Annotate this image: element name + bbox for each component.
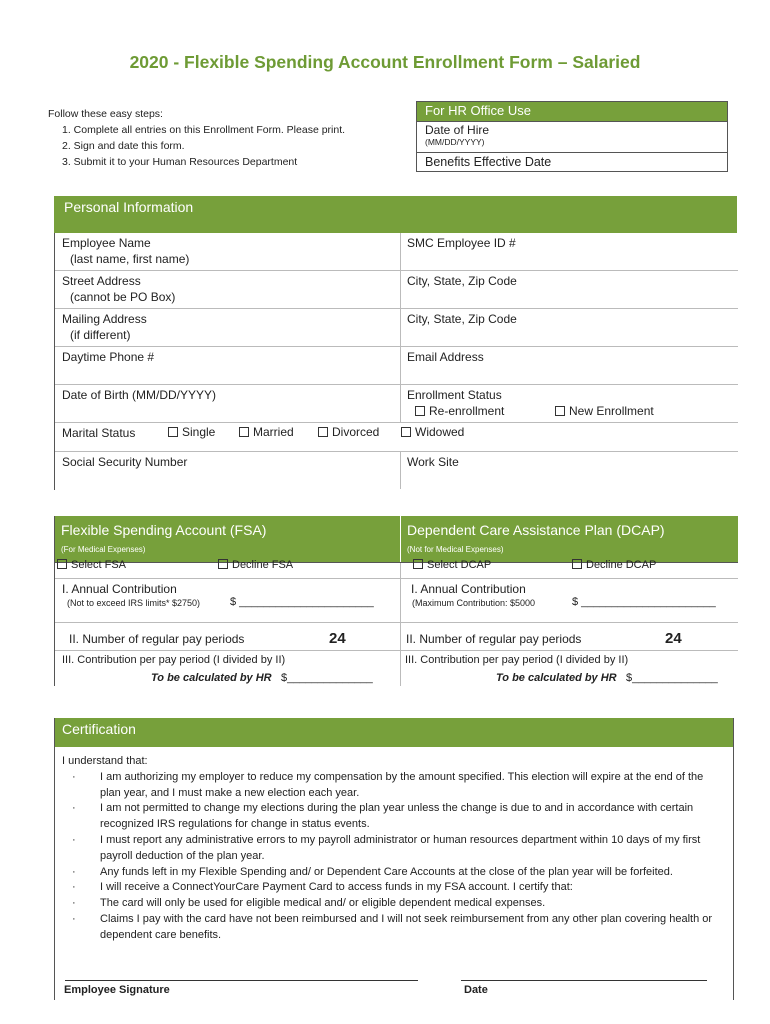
checkbox-icon: [413, 559, 423, 569]
single-label: Single: [182, 425, 216, 439]
marital-row: [55, 423, 738, 452]
employee-name-label: Employee Name: [62, 236, 151, 250]
checkbox-icon: [415, 406, 425, 416]
ssn-row: [55, 452, 738, 489]
certification-text: [62, 754, 726, 944]
checkbox-icon: [401, 427, 411, 437]
checkbox-icon: [239, 427, 249, 437]
fsa-pay-periods-value: 24: [329, 630, 346, 647]
phone-field[interactable]: [62, 349, 154, 365]
mailing-row: [55, 309, 738, 347]
personal-info-grid: [54, 233, 738, 490]
dcap-subtitle: (Not for Medical Expenses): [407, 545, 504, 554]
employee-name-note: (last name, first name): [70, 252, 190, 266]
date-of-hire-field[interactable]: [417, 121, 727, 152]
married-option[interactable]: [239, 425, 294, 439]
email-field[interactable]: [407, 349, 484, 365]
reenrollment-label: Re-enrollment: [429, 404, 505, 418]
select-dcap-label: Select DCAP: [427, 559, 492, 571]
benefits-effective-field[interactable]: [417, 152, 727, 170]
city-state-zip-field[interactable]: [407, 273, 517, 289]
date-line[interactable]: [461, 980, 707, 981]
smc-id-label: SMC Employee ID #: [407, 236, 516, 250]
new-enrollment-option[interactable]: [555, 403, 654, 419]
mailing-address-note: (if different): [70, 328, 131, 342]
mailing-address-label: Mailing Address: [62, 312, 147, 326]
hr-office-box: [416, 101, 728, 172]
enrollment-status: [407, 387, 727, 419]
ssn-label: Social Security Number: [62, 455, 188, 469]
dcap-per-period-label: III. Contribution per pay period (I divided by II): [405, 654, 629, 666]
hr-office-header: For HR Office Use: [417, 102, 727, 121]
personal-info-header: [54, 196, 737, 233]
instructions: [48, 106, 345, 170]
certification-section: [54, 718, 734, 1000]
select-dcap-option[interactable]: [413, 559, 491, 571]
reenrollment-option[interactable]: [415, 403, 504, 419]
certification-header: [55, 718, 733, 747]
checkbox-icon: [57, 559, 67, 569]
street-address-label: Street Address: [62, 274, 141, 288]
page-title: 2020 - Flexible Spending Account Enrollment Form – Salaried: [129, 52, 641, 72]
email-label: Email Address: [407, 350, 484, 364]
marital-status-label: Marital Status: [62, 426, 136, 440]
certification-item: · I will receive a ConnectYourCare Payment Card to access funds in my FSA account. I certify that:: [72, 881, 573, 894]
checkbox-icon: [572, 559, 582, 569]
dcap-annual-label: I. Annual Contribution: [411, 582, 526, 596]
phone-label: Daytime Phone #: [62, 350, 155, 364]
personal-info-title: Personal Information: [64, 199, 194, 215]
mailing-city-field[interactable]: [407, 311, 517, 327]
fsa-header: [55, 516, 400, 562]
dcap-calc-amount[interactable]: $______________: [626, 672, 718, 684]
fsa-pay-periods-label: II. Number of regular pay periods: [69, 632, 245, 646]
certification-item: · Any funds left in my Flexible Spending and/ or Dependent Care Accounts at the close of the plan year will be forfeited.: [72, 865, 673, 878]
certification-item: · I am not permitted to change my elections during the plan year unless the change is due to and in accordance with certain recognized IRS regulations for change in status events.: [72, 802, 694, 831]
widowed-option[interactable]: [401, 425, 464, 439]
certification-item: · I must report any administrative errors to my payroll administrator or human resources department within 10 days of my first payroll deduction of the plan year.: [72, 833, 701, 862]
dob-row: [55, 385, 738, 423]
certification-item: · The card will only be used for eligible medical and/ or eligible dependent medical expenses.: [72, 897, 546, 910]
dcap-pay-periods-value: 24: [665, 630, 682, 647]
instruction-step: 3. Submit it to your Human Resources Department: [62, 156, 298, 168]
dcap-header: [401, 516, 738, 562]
decline-dcap-option[interactable]: [572, 559, 656, 571]
fsa-title: Flexible Spending Account (FSA): [61, 522, 267, 538]
mailing-city-label: City, State, Zip Code: [407, 312, 517, 326]
widowed-label: Widowed: [415, 425, 465, 439]
fsa-calc-hr-label: To be calculated by HR: [151, 672, 272, 684]
single-option[interactable]: [168, 425, 215, 439]
dob-field[interactable]: [62, 387, 216, 403]
decline-fsa-label: Decline FSA: [232, 559, 294, 571]
fsa-subtitle: (For Medical Expenses): [61, 545, 146, 554]
select-fsa-option[interactable]: [57, 559, 126, 571]
fsa-per-period-label: III. Contribution per pay period (I divided by II): [62, 654, 286, 666]
dcap-calc-hr-label: To be calculated by HR: [496, 672, 617, 684]
certification-item: · I am authorizing my employer to reduce my compensation by the amount specified. This election will expire at the end of the plan year, and I must make a new election each year.: [72, 770, 704, 799]
signature-label: Employee Signature: [64, 984, 170, 996]
employee-name-field[interactable]: [62, 235, 189, 267]
smc-id-field[interactable]: [407, 235, 516, 251]
decline-dcap-label: Decline DCAP: [586, 559, 657, 571]
new-enrollment-label: New Enrollment: [569, 404, 654, 418]
work-site-label: Work Site: [407, 455, 459, 469]
benefits-effective-label: Benefits Effective Date: [425, 155, 552, 169]
city-state-zip-label: City, State, Zip Code: [407, 274, 517, 288]
enrollment-status-label: Enrollment Status: [407, 388, 502, 402]
certification-title: Certification: [62, 721, 136, 737]
dcap-title: Dependent Care Assistance Plan (DCAP): [407, 522, 665, 538]
checkbox-icon: [555, 406, 565, 416]
certification-intro: I understand that:: [62, 755, 148, 767]
fsa-annual-label: I. Annual Contribution: [62, 582, 177, 596]
name-row: [55, 233, 738, 271]
instruction-step: 1. Complete all entries on this Enrollment Form. Please print.: [62, 124, 346, 136]
street-address-field[interactable]: [62, 273, 175, 305]
date-label: Date: [464, 984, 488, 996]
instruction-step: 2. Sign and date this form.: [62, 140, 185, 152]
divorced-label: Divorced: [332, 425, 380, 439]
date-format-note: (MM/DD/YYYY): [425, 137, 485, 147]
signature-line[interactable]: [65, 980, 418, 981]
married-label: Married: [253, 425, 294, 439]
divorced-option[interactable]: [318, 425, 379, 439]
fsa-annual-note: (Not to exceed IRS limits* $2750): [67, 598, 201, 608]
fsa-annual-amount-input[interactable]: $ ______________________: [230, 596, 374, 608]
dcap-annual-amount-input[interactable]: $ ______________________: [572, 596, 716, 608]
certification-item: · Claims I pay with the card have not been reimbursed and I will not seek reimbursement from any other plan covering health or dependent care benefits.: [72, 912, 713, 941]
select-fsa-label: Select FSA: [71, 559, 127, 571]
phone-row: [55, 347, 738, 385]
ssn-field[interactable]: [62, 454, 187, 470]
decline-fsa-option[interactable]: [218, 559, 293, 571]
dcap-annual-note: (Maximum Contribution: $5000: [412, 598, 536, 608]
date-of-hire-label: Date of Hire: [425, 123, 490, 137]
checkbox-icon: [318, 427, 328, 437]
street-address-note: (cannot be PO Box): [70, 290, 176, 304]
checkbox-icon: [168, 427, 178, 437]
checkbox-icon: [218, 559, 228, 569]
work-site-field[interactable]: [407, 454, 459, 470]
dob-label: Date of Birth (MM/DD/YYYY): [62, 388, 217, 402]
street-row: [55, 271, 738, 309]
mailing-address-field[interactable]: [62, 311, 147, 343]
instructions-heading: Follow these easy steps:: [48, 108, 163, 120]
fsa-calc-amount[interactable]: $______________: [281, 672, 373, 684]
dcap-pay-periods-label: II. Number of regular pay periods: [406, 632, 582, 646]
fsa-dcap-section: [54, 516, 738, 686]
